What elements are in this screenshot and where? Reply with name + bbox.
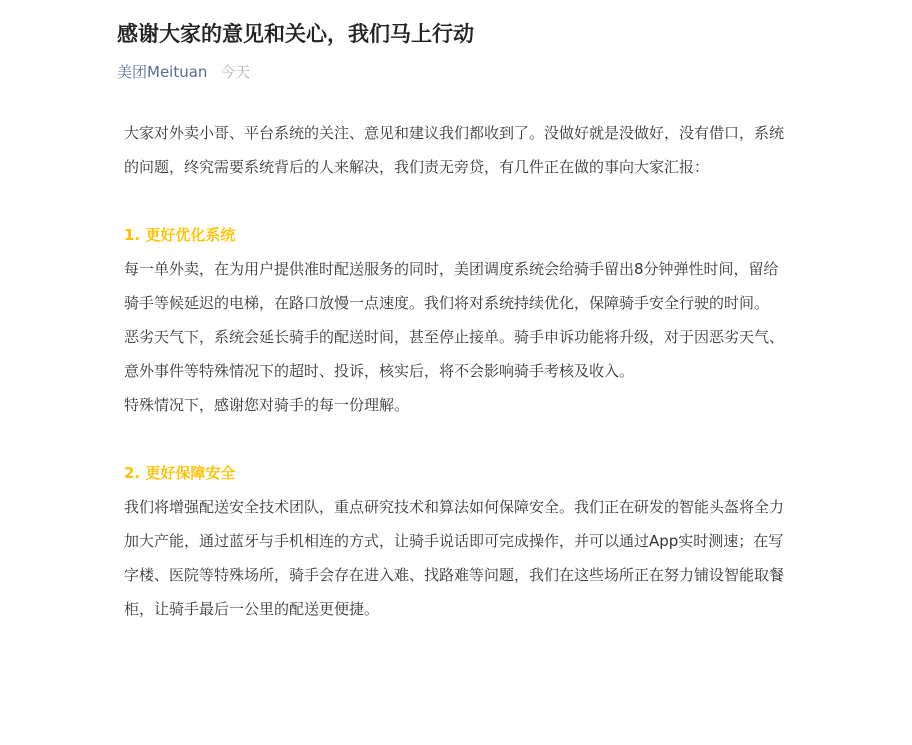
- publish-time: 今天: [220, 63, 251, 81]
- section-1-paragraph-1: 每一单外卖，在为用户提供准时配送服务的同时，美团调度系统会给骑手留出8分钟弹性时间，留给骑手等候延迟的电梯，在路口放慢一点速度。我们将对系统持续优化，保障骑手安全行驶的时间。: [124, 260, 779, 312]
- article-content: [124, 116, 786, 626]
- section-1-paragraph-3: 特殊情况下，感谢您对骑手的每一份理解。: [124, 396, 410, 414]
- account-name-link[interactable]: 美团Meituan: [117, 63, 208, 81]
- section-heading-optimize-system: 1. 更好优化系统: [124, 226, 236, 244]
- section-heading-safety: 2. 更好保障安全: [124, 464, 236, 482]
- paragraph-spacer: [124, 184, 786, 218]
- paragraph-spacer: [124, 422, 786, 456]
- section-2-paragraph-1: 我们将增强配送安全技术团队，重点研究技术和算法如何保障安全。我们正在研发的智能头盔将全力加大产能，通过蓝牙与手机相连的方式，让骑手说话即可完成操作，并可以通过App实时测速；在写字楼、医院等特殊场所，骑手会存在进入难、找路难等问题，我们在这些场所正在努力铺设智能取餐柜，让骑手最后一公里的配送更便捷。: [124, 498, 785, 618]
- intro-paragraph: 大家对外卖小哥、平台系统的关注、意见和建议我们都收到了。没做好就是没做好，没有借口，系统的问题，终究需要系统背后的人来解决，我们责无旁贷，有几件正在做的事向大家汇报：: [124, 124, 785, 176]
- section-1-paragraph-2: 恶劣天气下，系统会延长骑手的配送时间，甚至停止接单。骑手申诉功能将升级，对于因恶劣天气、意外事件等特殊情况下的超时、投诉，核实后，将不会影响骑手考核及收入。: [124, 328, 785, 380]
- article-meta: [117, 60, 250, 84]
- article-title: 感谢大家的意见和关心，我们马上行动: [117, 22, 474, 46]
